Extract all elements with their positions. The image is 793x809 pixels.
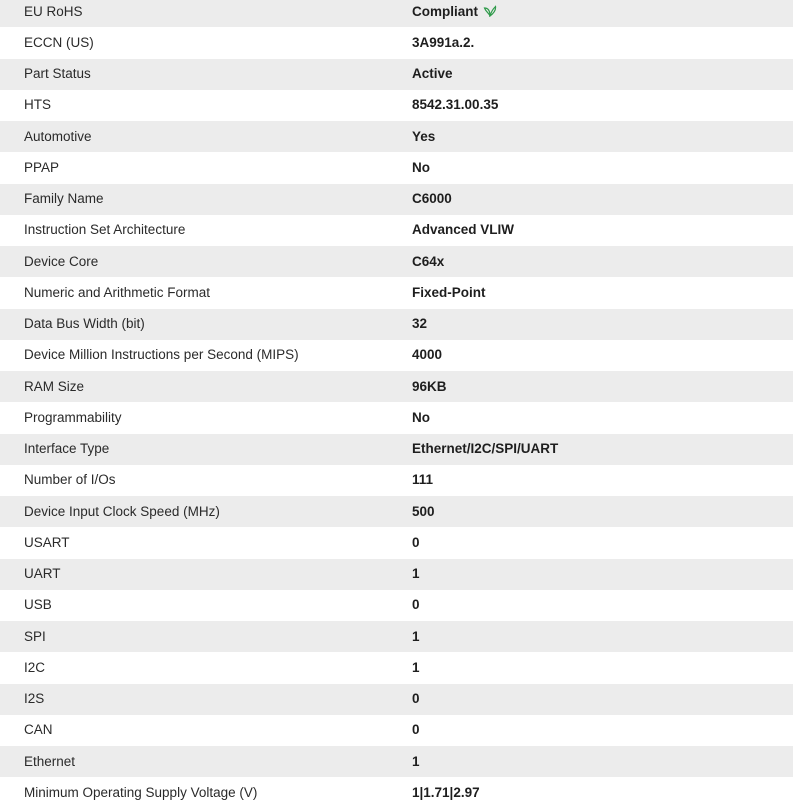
spec-value-cell [388,309,793,340]
spec-value-cell [388,215,793,246]
spec-value-cell [388,434,793,465]
spec-row [0,652,793,683]
spec-label: Ethernet [0,746,388,777]
spec-value: Yes [412,128,436,144]
spec-value: 0 [412,722,420,738]
spec-row [0,684,793,715]
spec-row [0,777,793,808]
spec-value-cell [388,277,793,308]
spec-value: 1 [412,566,420,582]
spec-label: ECCN (US) [0,27,388,58]
spec-label: Numeric and Arithmetic Format [0,277,388,308]
spec-label: USART [0,527,388,558]
spec-row [0,215,793,246]
spec-value-cell [388,527,793,558]
spec-value: C6000 [412,191,452,207]
spec-row [0,340,793,371]
spec-value: Compliant [412,3,478,19]
spec-row [0,246,793,277]
spec-row [0,59,793,90]
spec-label: Family Name [0,184,388,215]
spec-label: Device Million Instructions per Second (MIPS) [0,340,388,371]
spec-label: Instruction Set Architecture [0,215,388,246]
spec-value: 1 [412,628,420,644]
spec-value: 1|1.71|2.97 [412,784,480,800]
spec-row [0,152,793,183]
spec-row [0,90,793,121]
spec-row [0,309,793,340]
spec-value: 4000 [412,347,443,363]
spec-row [0,590,793,621]
spec-row [0,184,793,215]
spec-value-cell [388,59,793,90]
spec-label: UART [0,559,388,590]
spec-value: 0 [412,597,420,613]
spec-value: 96KB [412,378,447,394]
spec-value: Active [412,66,453,82]
spec-row [0,0,793,27]
spec-row [0,715,793,746]
spec-value: C64x [412,253,445,269]
spec-label: Interface Type [0,434,388,465]
spec-label: Number of I/Os [0,465,388,496]
spec-row [0,121,793,152]
spec-label: Device Core [0,246,388,277]
spec-value: 111 [412,472,434,488]
spec-row [0,371,793,402]
spec-label: HTS [0,90,388,121]
spec-value-cell [388,184,793,215]
spec-value: 32 [412,316,428,332]
spec-value-cell [388,559,793,590]
spec-label: RAM Size [0,371,388,402]
spec-row [0,465,793,496]
spec-value: Ethernet/I2C/SPI/UART [412,441,559,457]
spec-value-cell [388,340,793,371]
spec-row [0,496,793,527]
spec-label: I2C [0,652,388,683]
spec-value-cell [388,652,793,683]
spec-label: Minimum Operating Supply Voltage (V) [0,777,388,808]
spec-row [0,621,793,652]
spec-value: 0 [412,534,420,550]
spec-value-cell [388,621,793,652]
spec-value: 1 [412,753,420,769]
spec-value-cell [388,0,793,27]
spec-row [0,434,793,465]
spec-row [0,277,793,308]
spec-value: 0 [412,691,420,707]
spec-value: No [412,409,430,425]
spec-label: SPI [0,621,388,652]
leaf-icon [483,5,497,17]
spec-value-cell [388,590,793,621]
spec-value-cell [388,27,793,58]
spec-value: Fixed-Point [412,284,486,300]
spec-label: Automotive [0,121,388,152]
spec-value-cell [388,715,793,746]
spec-row [0,402,793,433]
spec-value: 8542.31.00.35 [412,97,499,113]
spec-value-cell [388,496,793,527]
spec-label: Part Status [0,59,388,90]
spec-value-cell [388,90,793,121]
spec-value-cell [388,684,793,715]
spec-value-cell [388,465,793,496]
spec-row [0,746,793,777]
spec-value-cell [388,777,793,808]
spec-row [0,527,793,558]
spec-label: I2S [0,684,388,715]
spec-value: Advanced VLIW [412,222,515,238]
spec-row [0,27,793,58]
spec-value-cell [388,746,793,777]
spec-value-cell [388,402,793,433]
spec-row [0,559,793,590]
spec-value-cell [388,121,793,152]
spec-value-cell [388,152,793,183]
spec-label: Device Input Clock Speed (MHz) [0,496,388,527]
spec-value: No [412,159,430,175]
spec-label: EU RoHS [0,0,388,27]
spec-label: CAN [0,715,388,746]
spec-value: 3A991a.2. [412,34,475,50]
spec-value-cell [388,371,793,402]
spec-value: 500 [412,503,435,519]
spec-label: Data Bus Width (bit) [0,309,388,340]
spec-label: Programmability [0,402,388,433]
spec-label: PPAP [0,152,388,183]
spec-value-cell [388,246,793,277]
spec-label: USB [0,590,388,621]
spec-value: 1 [412,659,420,675]
